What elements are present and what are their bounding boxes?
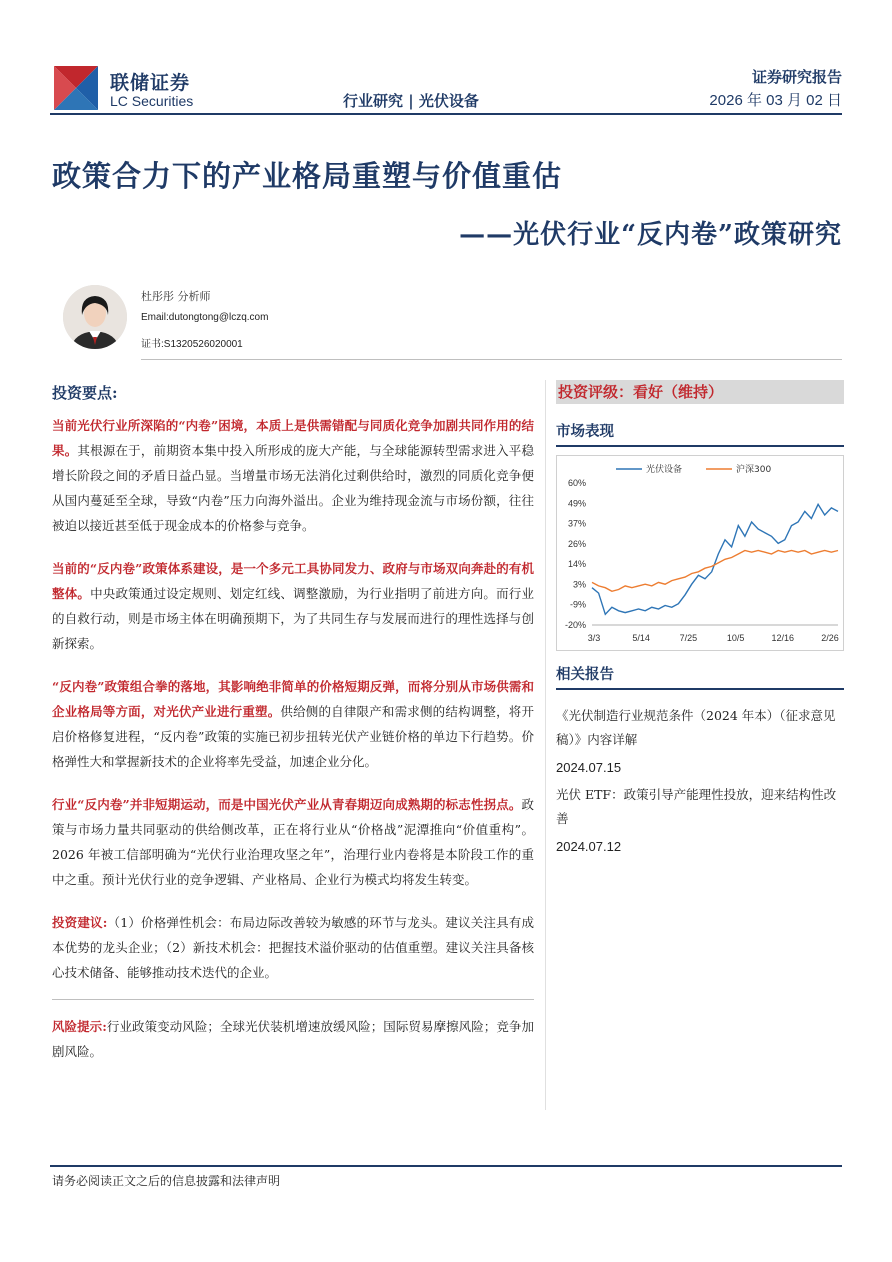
summary-paragraph-1 [52,413,534,538]
related-report-title[interactable]: 《光伏制造行业规范条件（2024 年本）（征求意见稿）》内容详解 [556,708,836,747]
paragraph-3-body: 供给侧的自律限产和需求侧的结构调整，将开启价格修复进程，“反内卷”政策的实施已初步扭转光伏产业链价格的单边下行趋势。价格弹性大和掌握新技术的企业将率先受益，加速企业分化。 [52,704,534,769]
series-line-1 [592,504,838,614]
brand-name-cn: 联储证券 [110,72,191,94]
y-tick-label: 49% [567,498,586,509]
analyst-avatar [63,285,127,349]
x-tick-label: 12/16 [771,633,795,643]
y-tick-label: 14% [567,559,586,570]
sub-title: ——光伏行业“反内卷”政策研究 [459,220,842,250]
investment-advice [52,910,534,985]
legend-label: 沪深300 [736,465,772,475]
related-reports-heading: 相关报告 [556,663,844,690]
y-tick-label: -20% [564,620,586,630]
paragraph-2-highlight: 当前的“反内卷”政策体系建设，是一个多元工具协同发力、政府与市场双向奔赴的有机整体。 [52,561,534,601]
chart-svg [556,455,844,651]
header-divider [50,113,842,115]
investment-advice-body: （1）价格弹性机会：布局边际改善较为敏感的环节与龙头。建议关注具有成本优势的龙头企业；（2）新技术机会：把握技术溢价驱动的估值重塑。建议关注具备核心技术储备、能够推动技术迭代的企业。 [52,915,534,980]
related-report-2[interactable] [556,783,844,854]
summary-paragraph-4 [52,792,534,892]
paragraph-1-body: 其根源在于，前期资本集中投入所形成的庞大产能，与全球能源转型需求进入平稳增长阶段之间的矛盾日益凸显。当增量市场无法消化过剩供给时，激烈的同质化竞争便从国内蔓延至全球，导致“内卷”压力向海外溢出。企业为维持现金流与市场份额，往往被迫以接近甚至低于现金成本的价格参与竞争。 [52,443,534,533]
risk-divider [52,999,534,1000]
paragraph-4-body: 政策与市场力量共同驱动的供给侧改革，正在将行业从“价格战”泥潭推向“价值重构”。2026 年被工信部明确为“光伏行业治理攻坚之年”，治理行业内卷将是本阶段工作的重中之重。预计光伏行业的竞争逻辑、产业格局、企业行为模式均将发生转变。 [52,797,534,887]
legend-label: 光伏设备 [646,465,683,475]
related-report-title[interactable]: 光伏 ETF：政策引导产能理性投放，迎来结构性改善 [556,787,837,826]
investment-rating: 投资评级：看好（维持） [556,380,844,404]
summary-paragraph-3 [52,674,534,774]
risk-warning-body: 行业政策变动风险；全球光伏装机增速放缓风险；国际贸易摩擦风险；竞争加剧风险。 [52,1019,534,1059]
footer-divider [50,1165,842,1167]
market-performance-chart [556,455,844,651]
related-report-1[interactable] [556,704,844,775]
y-tick-label: 3% [572,579,586,590]
analyst-name: 杜彤彤 分析师 [141,290,211,303]
footer-disclaimer: 请务必阅读正文之后的信息披露和法律声明 [52,1174,281,1188]
market-performance-heading: 市场表现 [556,420,844,447]
sidebar [556,380,844,860]
related-report-date: 2024.07.15 [556,760,622,775]
y-tick-label: 37% [567,518,586,529]
investment-advice-label: 投资建议: [52,915,108,930]
report-category: 行业研究 | 光伏设备 [343,92,479,110]
y-tick-label: 26% [567,538,586,549]
paragraph-4-highlight: 行业“反内卷”并非短期运动，而是中国光伏产业从青春期迈向成熟期的标志性拐点。 [52,797,522,812]
y-tick-label: 60% [567,478,586,488]
paragraph-1-highlight: 当前光伏行业所深陷的“内卷”困境，本质上是供需错配与同质化竞争加剧共同作用的结果。 [52,418,534,458]
paragraph-3-highlight: “反内卷”政策组合拳的落地，其影响绝非简单的价格短期反弹，而将分别从市场供需和企业格局等方面，对光伏产业进行重塑。 [52,679,534,719]
series-line-2 [592,551,838,592]
x-tick-label: 3/3 [587,633,601,643]
company-logo [54,66,98,110]
report-type: 证券研究报告 [751,68,842,86]
analyst-certificate: 证书:S1320526020001 [141,339,243,350]
x-tick-label: 7/25 [679,633,698,643]
summary-heading: 投资要点: [52,384,118,402]
summary-paragraph-2 [52,556,534,656]
column-divider [545,380,546,1110]
risk-warning-label: 风险提示: [52,1019,107,1034]
x-tick-label: 10/5 [726,633,745,643]
report-date: 2026 年 03 月 02 日 [709,92,842,109]
analyst-divider [141,359,842,360]
summary-section [52,382,534,1082]
risk-warning [52,1014,534,1064]
related-report-date: 2024.07.12 [556,839,622,854]
paragraph-2-body: 中央政策通过设定规则、划定红线、调整激励，为行业指明了前进方向。而行业的自救行动，则是市场主体在明确预期下，为了共同生存与发展而进行的理性选择与创新探索。 [52,586,534,651]
x-tick-label: 5/14 [632,633,650,643]
brand-name-en: LC Securities [110,93,194,109]
y-tick-label: -9% [569,599,586,610]
main-title: 政策合力下的产业格局重塑与价值重估 [52,159,563,193]
analyst-email: Email:dutongtong@lczq.com [141,312,269,323]
x-tick-label: 2/26 [821,633,839,643]
chart-frame [557,456,844,651]
